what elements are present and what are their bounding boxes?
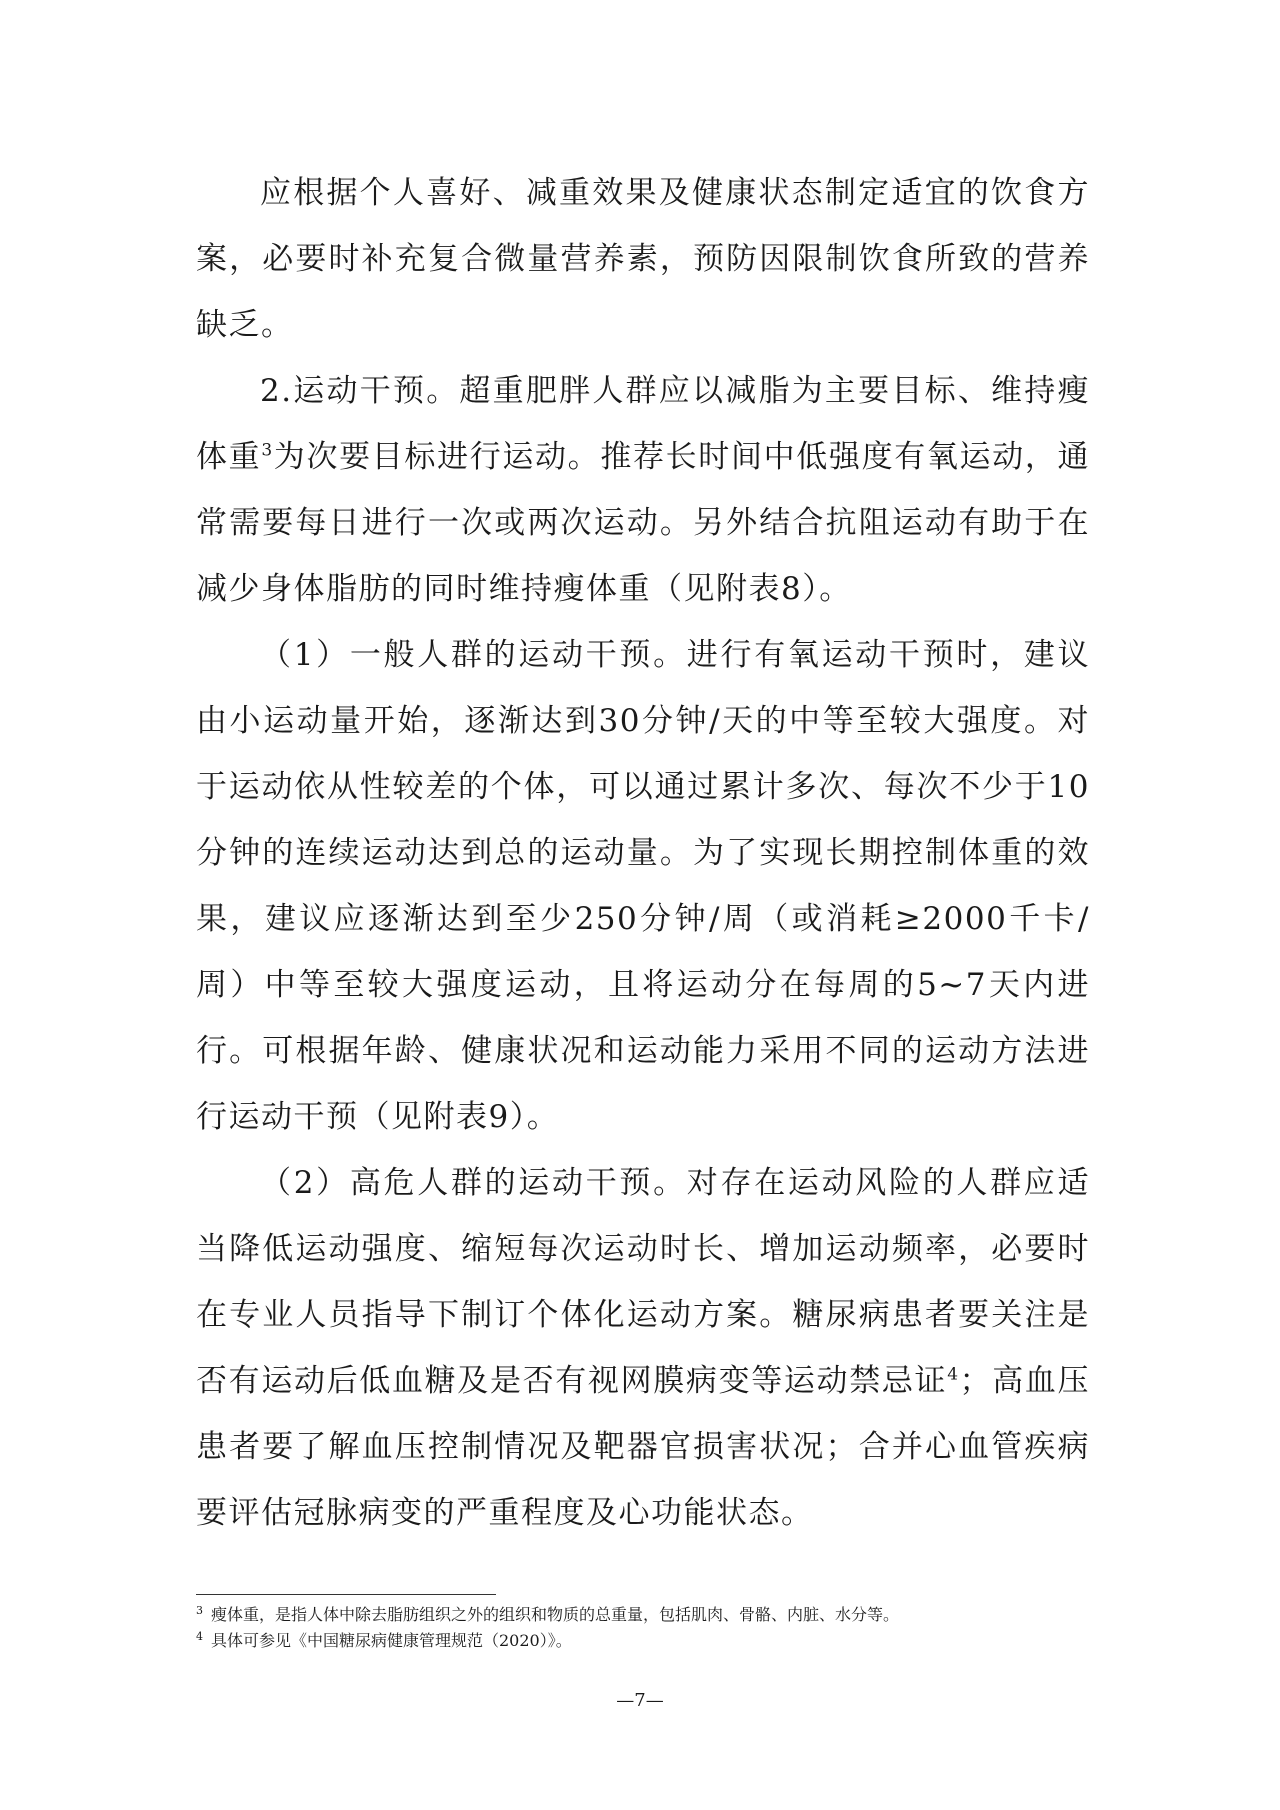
footnote-number: 3 [196,1603,203,1617]
footnote-text: 具体可参见《中国糖尿病健康管理规范（2020）》。 [211,1631,572,1650]
footnote-reference[interactable]: 3 [261,440,274,461]
footnote-number: 4 [196,1629,203,1643]
body-text [196,160,1090,1546]
paragraph-high-risk-population [196,1150,1090,1546]
paragraph-text-after-ref: 为次要目标进行运动。推荐长时间中低强度有氧运动，通常需要每日进行一次或两次运动。另外结合抗阻运动有助于在减少身体脂肪的同时维持瘦体重（见附表8）。 [196,439,1091,607]
footnote-text: 瘦体重，是指人体中除去脂肪组织之外的组织和物质的总重量，包括肌肉、骨骼、内脏、水分等。 [211,1605,900,1624]
paragraph-general-population [196,622,1090,1150]
paragraph-text-before-ref: （2）高危人群的运动干预。对存在运动风险的人群应适当降低运动强度、缩短每次运动时长、增加运动频率，必要时在专业人员指导下制订个体化运动方案。糖尿病患者要关注是否有运动后低血糖及是否有视网膜病变等运动禁忌证 [196,1165,1090,1399]
footnotes [196,1602,1090,1654]
paragraph-text-before-ref: 2.运动干预。超重肥胖人群应以减脂为主要目标、维持瘦体重 [196,373,1090,475]
paragraph-text: 应根据个人喜好、减重效果及健康状态制定适宜的饮食方案，必要时补充复合微量营养素，预防因限制饮食所致的营养缺乏。 [196,175,1090,343]
paragraph-text-after-ref: ；高血压患者要了解血压控制情况及靶器官损害状况；合并心血管疾病要评估冠脉病变的严重程度及心功能状态。 [196,1363,1091,1531]
page-number: —7— [616,1690,664,1711]
footnote-item [196,1628,1090,1654]
paragraph-exercise-intervention [196,358,1090,622]
footnote-reference[interactable]: 4 [947,1364,960,1385]
footnote-divider [196,1594,496,1595]
footnote-item [196,1602,1090,1628]
paragraph-diet-plan [196,160,1090,358]
paragraph-text: （1）一般人群的运动干预。进行有氧运动干预时，建议由小运动量开始，逐渐达到30分钟/天的中等至较大强度。对于运动依从性较差的个体，可以通过累计多次、每次不少于10分钟的连续运动达到总的运动量。为了实现长期控制体重的效果，建议应逐渐达到至少250分钟/周（或消耗≥2000千卡/周）中等至较大强度运动，且将运动分在每周的5~7天内进行。可根据年龄、健康状况和运动能力采用不同的运动方法进行运动干预（见附表9）。 [196,637,1090,1135]
